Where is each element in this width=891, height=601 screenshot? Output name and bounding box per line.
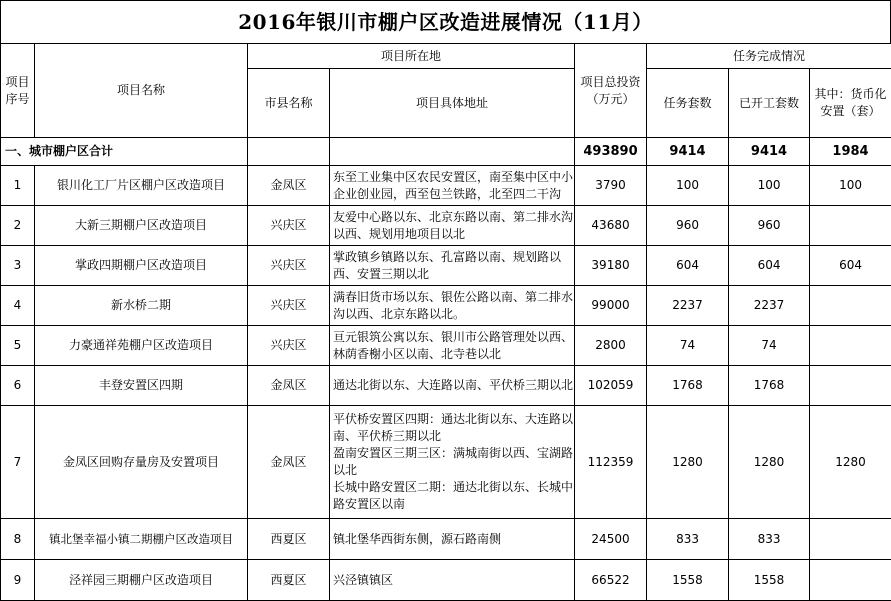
row-task-sets: 2237 — [647, 286, 729, 326]
table-row — [1, 206, 891, 246]
row-seq: 2 — [1, 206, 35, 246]
total-investment: 493890 — [575, 138, 647, 166]
row-seq: 9 — [1, 560, 35, 601]
row-monetized: 1280 — [810, 406, 891, 519]
row-county: 金凤区 — [248, 366, 330, 406]
header-row-1 — [1, 44, 891, 69]
row-investment: 2800 — [575, 326, 647, 366]
row-investment: 102059 — [575, 366, 647, 406]
table-row — [1, 560, 891, 601]
row-investment: 66522 — [575, 560, 647, 601]
row-name: 丰登安置区四期 — [35, 366, 248, 406]
row-address: 兴泾镇镇区 — [330, 560, 575, 601]
row-monetized — [810, 286, 891, 326]
row-name: 泾祥园三期棚户区改造项目 — [35, 560, 248, 601]
total-address — [330, 138, 575, 166]
address-line: 平伏桥安置区四期：通达北街以东、大连路以南、平伏桥三期以北 — [333, 411, 573, 445]
row-investment: 3790 — [575, 166, 647, 206]
row-seq: 7 — [1, 406, 35, 519]
row-name: 镇北堡幸福小镇二期棚户区改造项目 — [35, 519, 248, 560]
row-started-sets: 2237 — [729, 286, 810, 326]
row-county: 兴庆区 — [248, 246, 330, 286]
row-started-sets: 1558 — [729, 560, 810, 601]
row-task-sets: 1768 — [647, 366, 729, 406]
row-monetized — [810, 326, 891, 366]
header-monetized: 其中：货币化安置（套） — [810, 69, 891, 138]
row-started-sets: 100 — [729, 166, 810, 206]
row-started-sets: 833 — [729, 519, 810, 560]
header-investment: 项目总投资（万元） — [575, 44, 647, 138]
row-seq: 6 — [1, 366, 35, 406]
table-row — [1, 246, 891, 286]
row-monetized: 604 — [810, 246, 891, 286]
row-seq: 4 — [1, 286, 35, 326]
address-line: 盈南安置区三期三区：满城南街以西、宝湖路以北 — [333, 445, 573, 479]
row-name: 力豪通祥苑棚户区改造项目 — [35, 326, 248, 366]
address-line: 长城中路安置区二期：通达北街以东、长城中路安置区以南 — [333, 479, 573, 513]
total-monetized: 1984 — [810, 138, 891, 166]
row-investment: 99000 — [575, 286, 647, 326]
row-county: 兴庆区 — [248, 326, 330, 366]
row-name: 掌政四期棚户区改造项目 — [35, 246, 248, 286]
table-row — [1, 406, 891, 519]
row-name: 银川化工厂片区棚户区改造项目 — [35, 166, 248, 206]
row-address: 友爱中心路以东、北京东路以南、第二排水沟以西、规划用地项目以北 — [330, 206, 575, 246]
row-started-sets: 960 — [729, 206, 810, 246]
total-row — [1, 138, 891, 166]
row-address: 镇北堡华西街东侧，源石路南侧 — [330, 519, 575, 560]
row-task-sets: 604 — [647, 246, 729, 286]
total-started-sets: 9414 — [729, 138, 810, 166]
progress-table — [0, 43, 891, 601]
row-address: 满春旧货市场以东、银佐公路以南、第二排水沟以西、北京东路以北。 — [330, 286, 575, 326]
row-task-sets: 960 — [647, 206, 729, 246]
row-started-sets: 1280 — [729, 406, 810, 519]
row-monetized — [810, 206, 891, 246]
row-seq: 3 — [1, 246, 35, 286]
header-started-sets: 已开工套数 — [729, 69, 810, 138]
row-county: 兴庆区 — [248, 286, 330, 326]
row-started-sets: 74 — [729, 326, 810, 366]
header-task-sets: 任务套数 — [647, 69, 729, 138]
table-row — [1, 519, 891, 560]
row-investment: 112359 — [575, 406, 647, 519]
row-seq: 5 — [1, 326, 35, 366]
header-county: 市县名称 — [248, 69, 330, 138]
header-address: 项目具体地址 — [330, 69, 575, 138]
header-task-group: 任务完成情况 — [647, 44, 891, 69]
row-county: 兴庆区 — [248, 206, 330, 246]
row-task-sets: 833 — [647, 519, 729, 560]
header-seq: 项目序号 — [1, 44, 35, 138]
header-name: 项目名称 — [35, 44, 248, 138]
table-row — [1, 366, 891, 406]
table-row — [1, 166, 891, 206]
row-monetized — [810, 366, 891, 406]
row-county: 西夏区 — [248, 519, 330, 560]
row-seq: 8 — [1, 519, 35, 560]
total-label: 一、城市棚户区合计 — [1, 138, 248, 166]
total-county — [248, 138, 330, 166]
row-monetized: 100 — [810, 166, 891, 206]
total-task-sets: 9414 — [647, 138, 729, 166]
row-name: 大新三期棚户区改造项目 — [35, 206, 248, 246]
row-address: 东至工业集中区农民安置区，南至集中区中小企业创业园，西至包兰铁路，北至四二干沟 — [330, 166, 575, 206]
table-row — [1, 286, 891, 326]
row-county: 金凤区 — [248, 406, 330, 519]
row-investment: 39180 — [575, 246, 647, 286]
row-address — [330, 406, 575, 519]
row-monetized — [810, 560, 891, 601]
row-task-sets: 1280 — [647, 406, 729, 519]
row-task-sets: 1558 — [647, 560, 729, 601]
row-name: 金凤区回购存量房及安置项目 — [35, 406, 248, 519]
row-started-sets: 604 — [729, 246, 810, 286]
header-location-group: 项目所在地 — [248, 44, 575, 69]
page-title: 2016年银川市棚户区改造进展情况（11月） — [0, 0, 891, 43]
row-task-sets: 74 — [647, 326, 729, 366]
row-seq: 1 — [1, 166, 35, 206]
row-county: 金凤区 — [248, 166, 330, 206]
row-county: 西夏区 — [248, 560, 330, 601]
table-row — [1, 326, 891, 366]
row-investment: 24500 — [575, 519, 647, 560]
row-address: 掌政镇乡镇路以东、孔富路以南、规划路以西、安置三期以北 — [330, 246, 575, 286]
row-address: 通达北街以东、大连路以南、平伏桥三期以北 — [330, 366, 575, 406]
row-monetized — [810, 519, 891, 560]
row-task-sets: 100 — [647, 166, 729, 206]
row-investment: 43680 — [575, 206, 647, 246]
row-started-sets: 1768 — [729, 366, 810, 406]
row-address: 亘元银筑公寓以东、银川市公路管理处以西、林荫香榭小区以南、北寺巷以北 — [330, 326, 575, 366]
row-name: 新水桥二期 — [35, 286, 248, 326]
